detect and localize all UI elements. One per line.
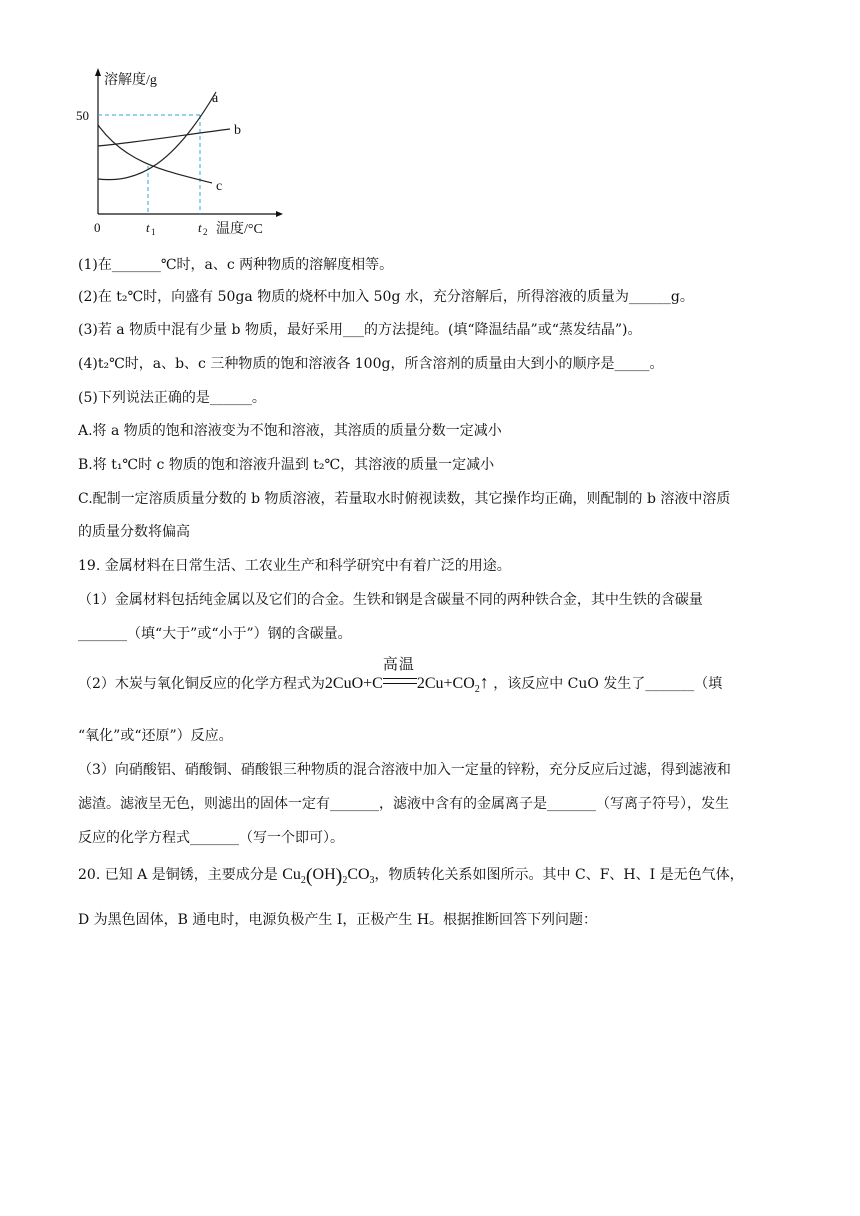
series-label-a: a — [212, 91, 219, 106]
q18-option-a: A.将 a 物质的饱和溶液变为不饱和溶液，其溶质的质量分数一定减小 — [78, 423, 502, 439]
y-tick-50: 50 — [76, 108, 89, 123]
q19-part3-line3: 反应的化学方程式_______（写一个即可）。 — [78, 830, 344, 846]
q20-suffix: ，物质转化关系如图所示。其中 C、F、H、I 是无色气体， — [374, 867, 744, 883]
q19-part1-line1: （1）金属材料包括纯金属以及它们的合金。生铁和钢是含碳量不同的两种铁合金，其中生铁的含碳量 — [78, 592, 703, 608]
q19-part3-line1: （3）向硝酸铝、硝酸铜、硝酸银三种物质的混合溶液中加入一定量的锌粉，充分反应后过滤，得到滤液和 — [78, 762, 731, 778]
q19-part1-line2: _______（填“大于”或“小于”）钢的含碳量。 — [78, 626, 352, 642]
q20-line1 — [78, 866, 744, 890]
q19-stem: 19. 金属材料在日常生活、工农业生产和科学研究中有着广泛的用途。 — [78, 558, 511, 574]
y-axis-arrow-icon — [95, 68, 101, 76]
x-tick-1: t — [146, 220, 150, 235]
equation-left: 2CuO+C — [324, 675, 383, 692]
q19-part2-line2: “氧化”或“还原”）反应。 — [78, 728, 233, 744]
q19-part2-line1 — [78, 657, 723, 699]
q20-prefix: 20. 已知 A 是铜锈，主要成分是 — [78, 867, 278, 883]
series-label-c: c — [216, 179, 223, 194]
equation-subscript: 2 — [474, 684, 480, 695]
q18-part5: (5)下列说法正确的是______。 — [78, 390, 266, 406]
x-tick-sub-1: 1 — [151, 227, 156, 237]
solubility-chart — [70, 62, 290, 247]
formula-cu: Cu — [282, 866, 301, 883]
q18-option-c-line2: 的质量分数将偏高 — [78, 524, 190, 540]
x-tick-0: 0 — [94, 220, 101, 235]
x-axis-label: 温度/°C — [216, 222, 263, 237]
equation — [324, 657, 489, 695]
series-label-b: b — [234, 123, 241, 138]
open-paren: ( — [305, 865, 313, 887]
x-axis-arrow-icon — [276, 211, 283, 217]
y-axis-label: 溶解度/g — [104, 73, 157, 88]
series-line-b — [98, 129, 230, 146]
formula-cu-subscript: 2 — [300, 875, 306, 886]
q18-part4: (4)t₂℃时，a、b、c 三种物质的饱和溶液各 100g，所含溶剂的质量由大到小的顺序是_____。 — [78, 356, 664, 372]
reaction-condition — [382, 657, 417, 690]
q18-part3: (3)若 a 物质中混有少量 b 物质，最好采用___的方法提纯。(填“降温结晶”或“蒸发结晶”)。 — [78, 322, 642, 338]
x-tick-2: t — [198, 220, 202, 235]
formula-co: CO — [347, 866, 370, 883]
condition-label: 高温 — [382, 657, 415, 673]
formula-co-subscript: 3 — [369, 875, 375, 886]
formula-oh: OH — [312, 866, 336, 883]
series-line-a — [98, 92, 216, 180]
copper-rust-formula — [282, 865, 375, 887]
equation-right: 2Cu+CO — [416, 675, 475, 692]
q18-option-c-line1: C.配制一定溶质质量分数的 b 物质溶液，若量取水时俯视读数，其它操作均正确，则配制的 b 溶液中溶质 — [78, 491, 731, 507]
x-tick-sub-2: 2 — [203, 227, 208, 237]
q18-part1: (1)在_______℃时，a、c 两种物质的溶解度相等。 — [78, 257, 394, 273]
gas-arrow-icon: ↑ — [479, 672, 489, 692]
q19-part2-prefix: （2）木炭与氧化铜反应的化学方程式为 — [78, 676, 325, 692]
formula-oh-subscript: 2 — [342, 875, 348, 886]
q19-part3-line2: 滤渣。滤液呈无色，则滤出的固体一定有_______，滤液中含有的金属离子是_______（写离子符号），发生 — [78, 796, 729, 812]
q19-part2-suffix: ，该反应中 CuO 发生了_______（填 — [493, 676, 723, 692]
q18-part2: (2)在 t₂℃时，向盛有 50ga 物质的烧杯中加入 50g 水，充分溶解后，所得溶液的质量为______g。 — [78, 289, 694, 305]
close-paren: ) — [335, 865, 343, 887]
q18-option-b: B.将 t₁℃时 c 物质的饱和溶液升温到 t₂℃，其溶液的质量一定减小 — [78, 457, 495, 473]
double-line-sign — [383, 678, 417, 684]
q20-line2: D 为黑色固体，B 通电时，电源负极产生 I，正极产生 H。根据推断回答下列问题： — [78, 912, 598, 928]
